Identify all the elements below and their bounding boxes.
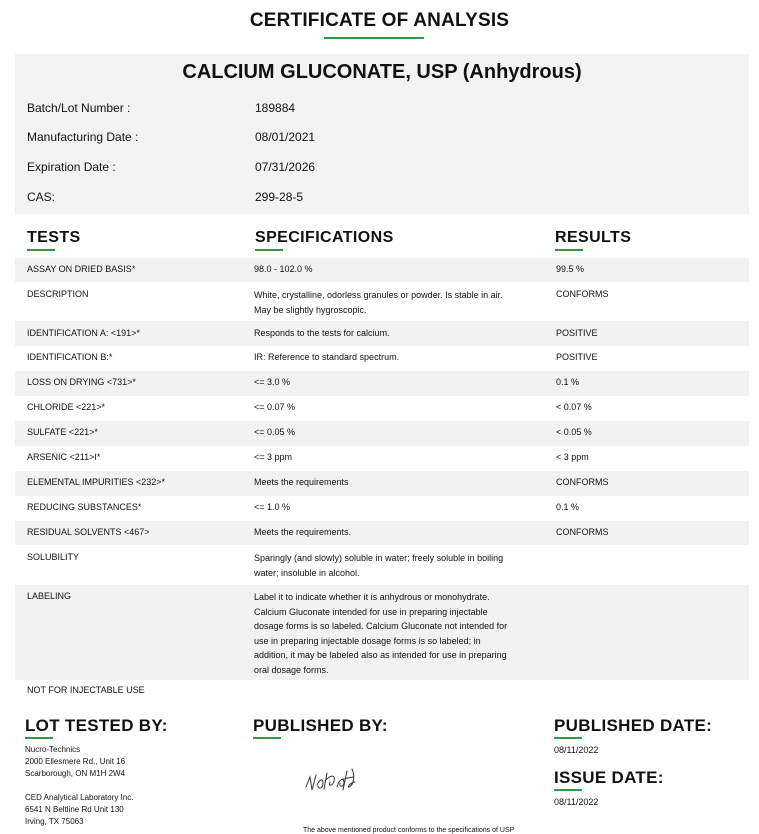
batch-lot-value: 189884 — [255, 101, 296, 115]
table-row-test: DESCRIPTION — [27, 289, 89, 299]
expiration-date-label: Expiration Date : — [27, 160, 116, 174]
lot-tested-by-underline — [25, 737, 53, 739]
table-row-test: ASSAY ON DRIED BASIS* — [27, 264, 136, 274]
lab-1-city: Scarborough, ON M1H 2W4 — [25, 769, 126, 778]
table-row-spec: <= 0.07 % — [254, 402, 296, 412]
lab-2-name: CED Analytical Laboratory Inc. — [25, 793, 134, 802]
table-row-test: SOLUBILITY — [27, 552, 80, 562]
table-row-spec: Meets the requirements. — [254, 527, 352, 537]
table-row-spec: IR: Reference to standard spectrum. — [254, 352, 400, 362]
table-row-spec: <= 3.0 % — [254, 377, 291, 387]
table-row-result: 0.1 % — [556, 377, 580, 387]
cas-label: CAS: — [27, 190, 56, 204]
signature-image — [303, 757, 363, 797]
expiration-date-value: 07/31/2026 — [255, 160, 316, 174]
lab-2-address — [25, 792, 134, 828]
table-row-result: POSITIVE — [556, 352, 598, 362]
table-row-spec: <= 1.0 % — [254, 502, 291, 512]
issue-date-underline — [554, 789, 582, 791]
tests-header-underline — [27, 249, 55, 251]
table-row-result: CONFORMS — [556, 289, 609, 299]
issue-date-value: 08/11/2022 — [554, 797, 599, 807]
results-header-underline — [555, 249, 583, 251]
lab-2-city: Irving, TX 75063 — [25, 817, 84, 826]
certificate-title: CERTIFICATE OF ANALYSIS — [249, 10, 510, 31]
results-header: RESULTS — [555, 229, 632, 246]
table-row-test: LABELING — [27, 591, 72, 601]
specifications-header-underline — [255, 249, 283, 251]
table-row-result: CONFORMS — [556, 527, 609, 537]
table-row-test: CHLORIDE <221>* — [27, 402, 106, 412]
table-row-test: LOSS ON DRYING <731>* — [27, 377, 136, 387]
table-row-result: < 0.07 % — [556, 402, 592, 412]
table-row-spec: Meets the requirements — [254, 477, 349, 487]
tests-header: TESTS — [27, 229, 81, 246]
table-row-test: IDENTIFICATION B:* — [27, 352, 113, 362]
table-row-test: ARSENIC <211>I* — [27, 452, 101, 462]
cas-value: 299-28-5 — [255, 190, 304, 204]
title-underline — [324, 37, 424, 39]
published-date-underline — [554, 737, 582, 739]
table-row-spec: White, crystalline, odorless granules or powder. Is stable in air. May be slightly hygroscopic. — [254, 290, 503, 315]
table-row-spec: Responds to the tests for calcium. — [254, 328, 390, 338]
published-by-underline — [253, 737, 281, 739]
table-row-result: POSITIVE — [556, 328, 598, 338]
table-row-spec: <= 0.05 % — [254, 427, 296, 437]
table-row-result: 0.1 % — [556, 502, 580, 512]
specifications-header: SPECIFICATIONS — [255, 229, 394, 246]
table-row-test: REDUCING SUBSTANCES* — [27, 502, 142, 512]
table-row-test: SULFATE <221>* — [27, 427, 98, 437]
manufacturing-date-value: 08/01/2021 — [255, 130, 316, 144]
manufacturing-date-label: Manufacturing Date : — [27, 130, 139, 144]
published-date-heading: PUBLISHED DATE: — [554, 716, 713, 735]
table-row-spec: <= 3 ppm — [254, 452, 293, 462]
signature — [303, 757, 363, 802]
injectable-note: NOT FOR INJECTABLE USE — [27, 685, 145, 695]
table-row-test: RESIDUAL SOLVENTS <467> — [27, 527, 150, 537]
published-by-heading: PUBLISHED BY: — [253, 716, 388, 735]
batch-lot-label: Batch/Lot Number : — [27, 101, 131, 115]
issue-date-heading: ISSUE DATE: — [554, 768, 664, 787]
product-name: CALCIUM GLUCONATE, USP (Anhydrous) — [182, 61, 582, 83]
published-date-value: 08/11/2022 — [554, 745, 599, 755]
table-row-result: CONFORMS — [556, 477, 609, 487]
table-row-spec: Label it to indicate whether it is anhydrous or monohydrate. Calcium Gluconate intended for use in preparing injectable dosage forms is so labeled. Calcium Gluconate not intended for use in preparing injectable dosage forms is so labeled; in addition, it may be labeled also as intended for use in preparing oral dosage forms. — [254, 592, 508, 675]
lab-2-street: 6541 N Beltline Rd Unit 130 — [25, 805, 124, 814]
table-row-test: IDENTIFICATION A: <191>* — [27, 328, 140, 338]
table-row-spec: Sparingly (and slowly) soluble in water; freely soluble in boiling water; insoluble in alcohol. — [254, 553, 504, 578]
lab-1-name: Nucro-Technics — [25, 745, 81, 754]
table-row-result: 99.5 % — [556, 264, 585, 274]
table-row-spec: 98.0 - 102.0 % — [254, 264, 313, 274]
lab-1-street: 2000 Ellesmere Rd., Unit 16 — [25, 757, 126, 766]
table-row-result: < 3 ppm — [556, 452, 589, 462]
lot-tested-by-heading: LOT TESTED BY: — [25, 716, 168, 735]
table-row-test: ELEMENTAL IMPURITIES <232>* — [27, 477, 166, 487]
table-row-result: < 0.05 % — [556, 427, 592, 437]
lab-1-address — [25, 744, 125, 780]
conformity-statement: The above mentioned product conforms to the specifications of USP — [303, 827, 515, 834]
